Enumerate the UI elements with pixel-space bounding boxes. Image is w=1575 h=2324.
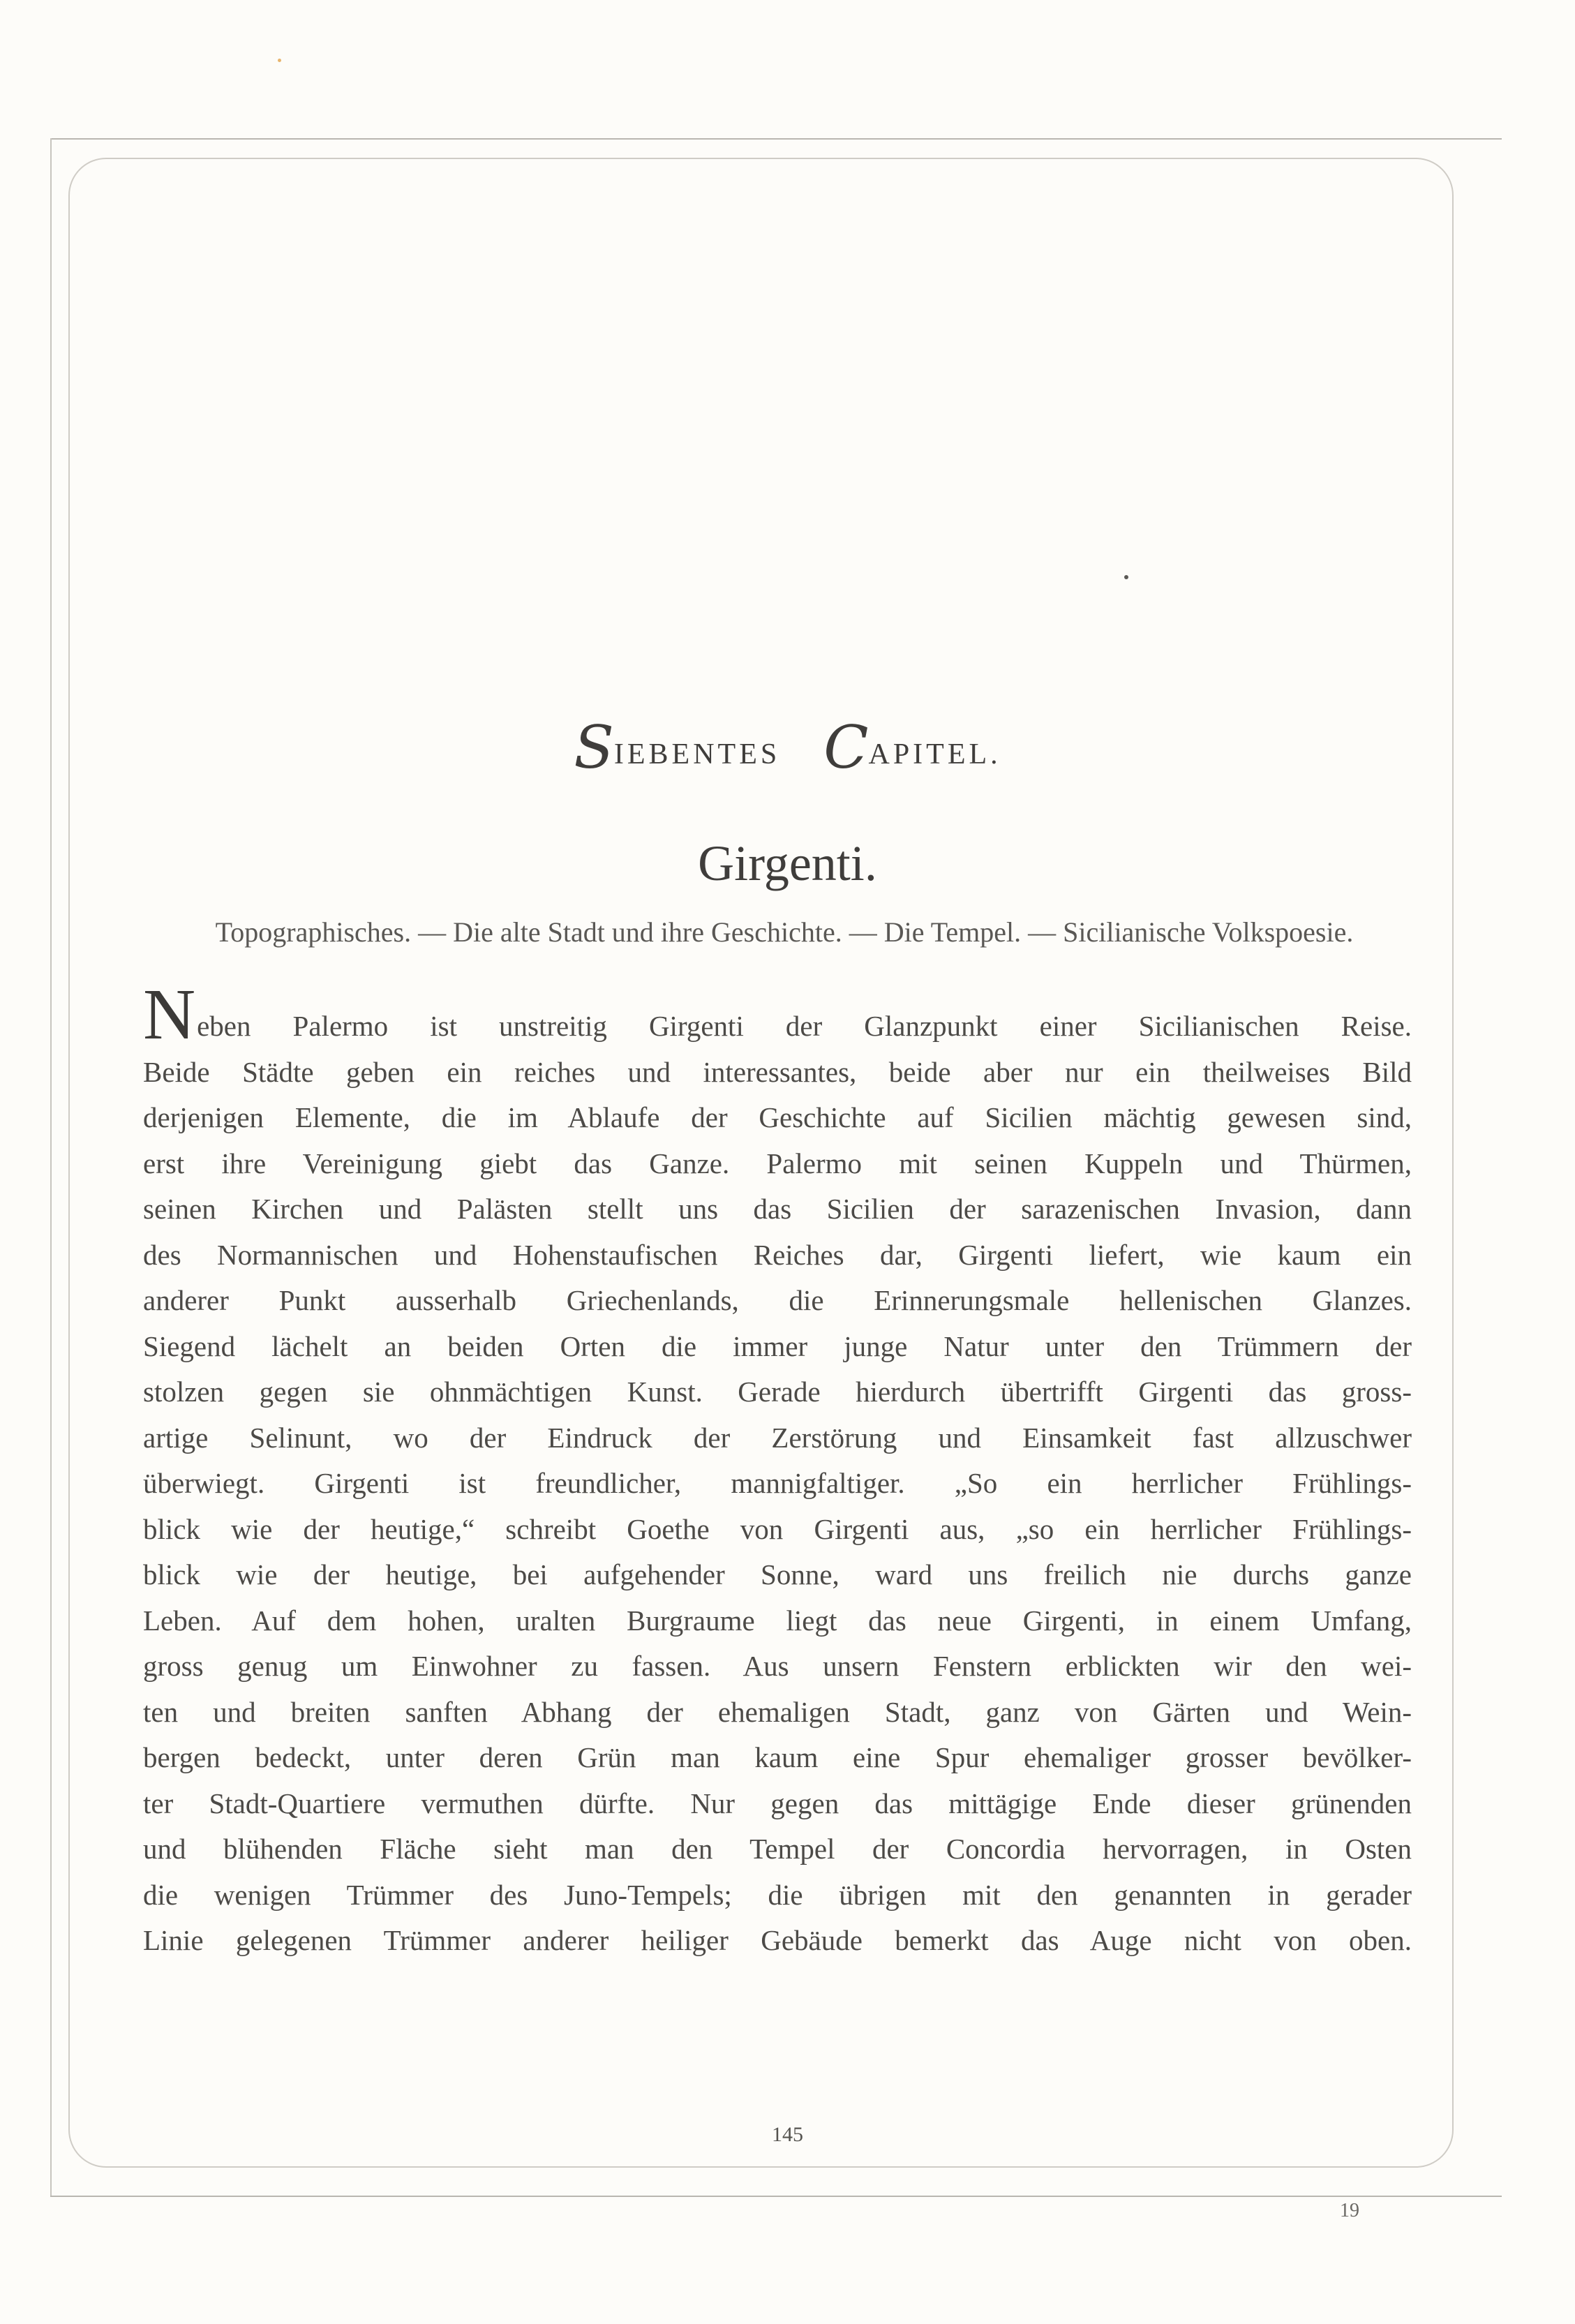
body-line: seinen Kirchen und Palästen stellt uns das Sicilien der sarazenischen Invasion, dann — [143, 1193, 1412, 1225]
outer-rule-top — [50, 138, 1502, 140]
body-line: ter Stadt-Quartiere vermuthen dürfte. Nur gegen das mittägige Ende dieser grünenden — [143, 1787, 1412, 1819]
drop-cap: N — [143, 974, 196, 1055]
body-line-first — [143, 974, 1412, 1055]
body-line: und blühenden Fläche sieht man den Tempel der Concordia hervorragen, in Osten — [143, 1833, 1412, 1865]
heading-word-1: IEBENTES — [613, 738, 781, 770]
signature-mark: 19 — [1340, 2200, 1359, 2221]
body-line-last: Linie gelegenen Trümmer anderer heiliger Gebäude bemerkt das Auge nicht von oben. — [143, 1924, 1412, 1956]
heading-initial-s: S — [574, 713, 614, 782]
body-paragraph — [143, 974, 1412, 1964]
body-line: blick wie der heutige, bei aufgehender Sonne, ward uns freilich nie durchs ganze — [143, 1558, 1412, 1591]
body-line: die wenigen Trümmer des Juno-Tempels; die übrigen mit den genannten in gerader — [143, 1878, 1412, 1911]
heading-initial-c: C — [823, 713, 869, 782]
body-line: bergen bedeckt, unter deren Grün man kaum eine Spur ehemaliger grosser bevölker- — [143, 1741, 1412, 1773]
body-line: gross genug um Einwohner zu fassen. Aus unsern Fenstern erblickten wir den wei- — [143, 1650, 1412, 1682]
body-line: artige Selinunt, wo der Eindruck der Zerstörung und Einsamkeit fast allzuschwer — [143, 1421, 1412, 1454]
body-line: überwiegt. Girgenti ist freundlicher, mannigfaltiger. „So ein herrlicher Frühlings- — [143, 1467, 1412, 1499]
heading-word-2: APITEL. — [868, 738, 1001, 770]
body-line: erst ihre Vereinigung giebt das Ganze. Palermo mit seinen Kuppeln und Thürmen, — [143, 1147, 1412, 1179]
chapter-title: Girgenti. — [698, 835, 877, 891]
body-line: ten und breiten sanften Abhang der ehemaligen Stadt, ganz von Gärten und Wein- — [143, 1695, 1412, 1728]
body-line: derjenigen Elemente, die im Ablaufe der Geschichte auf Sicilien mächtig gewesen sind, — [143, 1101, 1412, 1133]
ink-speck — [1124, 575, 1128, 579]
body-line: des Normannischen und Hohenstaufischen Reiches dar, Girgenti liefert, wie kaum ein — [143, 1238, 1412, 1271]
first-line-text: eben Palermo ist unstreitig Girgenti der Glanzpunkt einer Sicilianischen Reise. — [197, 1010, 1412, 1042]
body-line: anderer Punkt ausserhalb Griechenlands, die Erinnerungsmale hellenischen Glanzes. — [143, 1284, 1412, 1316]
outer-rule-bottom — [50, 2196, 1502, 2197]
body-line: Beide Städte geben ein reiches und interessantes, beide aber nur ein theilweises Bild — [143, 1055, 1412, 1088]
paper-speck — [278, 59, 281, 62]
body-line: Leben. Auf dem hohen, uralten Burgraume liegt das neue Girgenti, in einem Umfang, — [143, 1604, 1412, 1637]
body-line: Siegend lächelt an beiden Orten die immer junge Natur unter den Trümmern der — [143, 1329, 1412, 1362]
chapter-subtitle: Topographisches. — Die alte Stadt und ihre Geschichte. — Die Tempel. — Sicilianische Volkspoesie. — [215, 916, 1354, 948]
outer-rule-left — [50, 138, 52, 2197]
body-line: blick wie der heutige,“ schreibt Goethe von Girgenti aus, „so ein herrlicher Frühlings- — [143, 1512, 1412, 1545]
chapter-heading — [0, 709, 1575, 782]
page-number: 145 — [772, 2123, 803, 2146]
body-line: stolzen gegen sie ohnmächtigen Kunst. Gerade hierdurch übertrifft Girgenti das gross- — [143, 1376, 1412, 1408]
